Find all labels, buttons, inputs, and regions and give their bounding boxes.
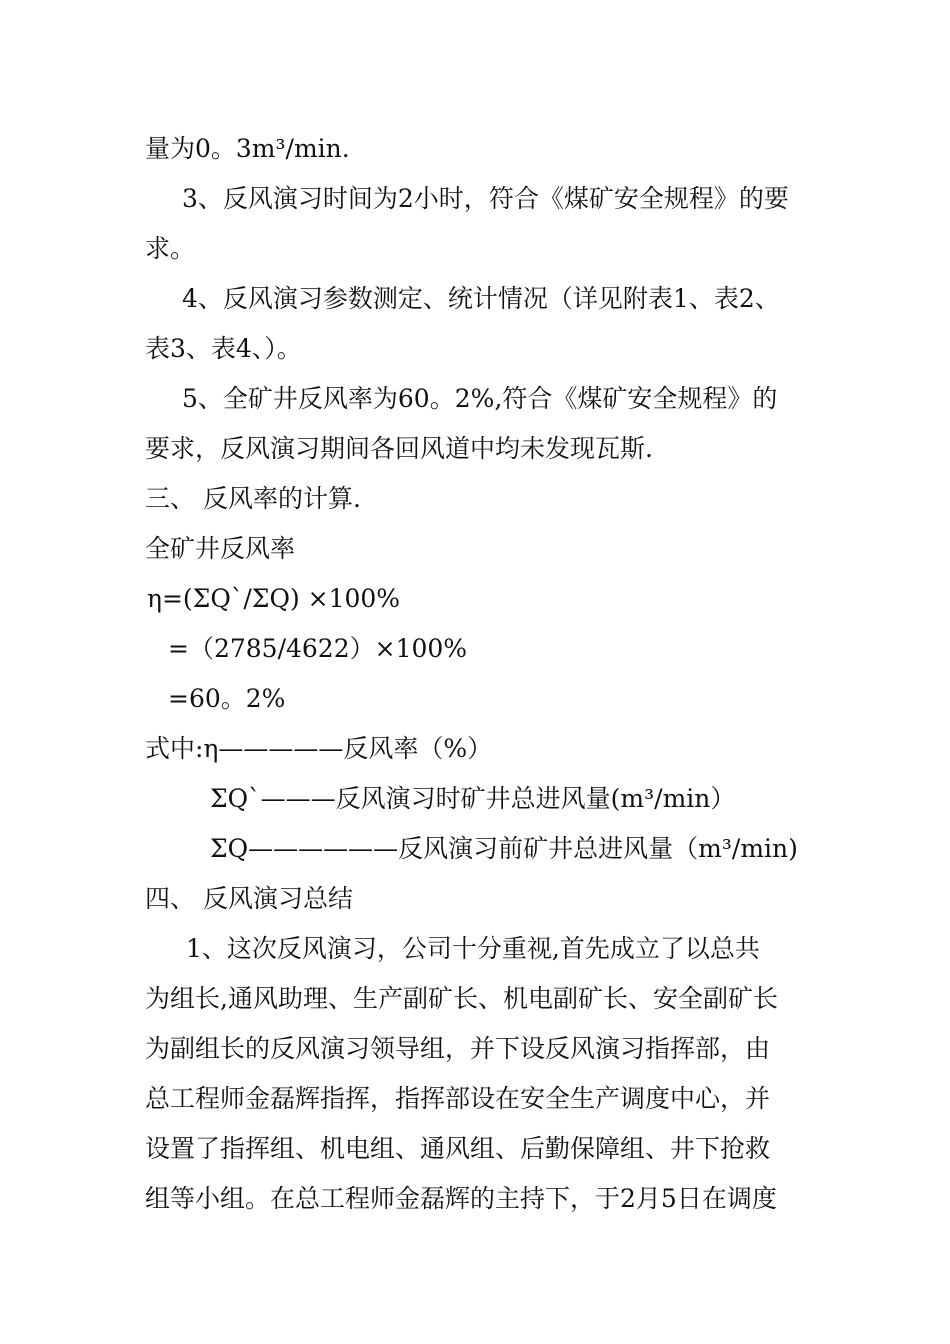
text-line: 要求，反风演习期间各回风道中均未发现瓦斯. [145, 434, 653, 463]
text-line: 设置了指挥组、机电组、通风组、后勤保障组、井下抢救 [145, 1134, 771, 1163]
text-line: 4、反风演习参数测定、统计情况（详见附表1、表2、 [182, 284, 780, 313]
text-line: 1、这次反风演习，公司十分重视,首先成立了以总共 [186, 934, 760, 963]
section-heading: 四、 反风演习总结 [145, 884, 353, 913]
text-line: 为副组长的反风演习领导组，并下设反风演习指挥部，由 [145, 1034, 771, 1063]
text-line: 求。 [145, 234, 196, 263]
text-line: 全矿井反风率 [145, 534, 296, 563]
text-line: 量为0。3m³/min. [145, 134, 350, 163]
formula-line: =60。2% [168, 684, 286, 713]
text-line: 5、全矿井反风率为60。2%,符合《煤矿安全规程》的 [182, 384, 778, 413]
formula-legend-line: ΣQ`———反风演习时矿井总进风量(m³/min） [210, 784, 736, 813]
formula-legend-line: 式中:η—————反风率（%） [145, 734, 493, 763]
text-line: 表3、表4、）。 [145, 334, 302, 363]
formula-legend-line: ΣQ——————反风演习前矿井总进风量（m³/min) [210, 834, 798, 863]
text-line: 组等小组。在总工程师金磊辉的主持下，于2月5日在调度 [145, 1184, 777, 1213]
formula-line: =（2785/4622）×100% [168, 634, 468, 663]
section-heading: 三、 反风率的计算. [145, 484, 361, 513]
text-line: 为组长,通风助理、生产副矿长、机电副矿长、安全副矿长 [145, 984, 778, 1013]
formula-line: η=(ΣQ`/ΣQ) ×100% [147, 584, 401, 613]
text-line: 总工程师金磊辉指挥，指挥部设在安全生产调度中心，并 [145, 1084, 771, 1113]
text-line: 3、反风演习时间为2小时，符合《煤矿安全规程》的要 [182, 184, 789, 213]
